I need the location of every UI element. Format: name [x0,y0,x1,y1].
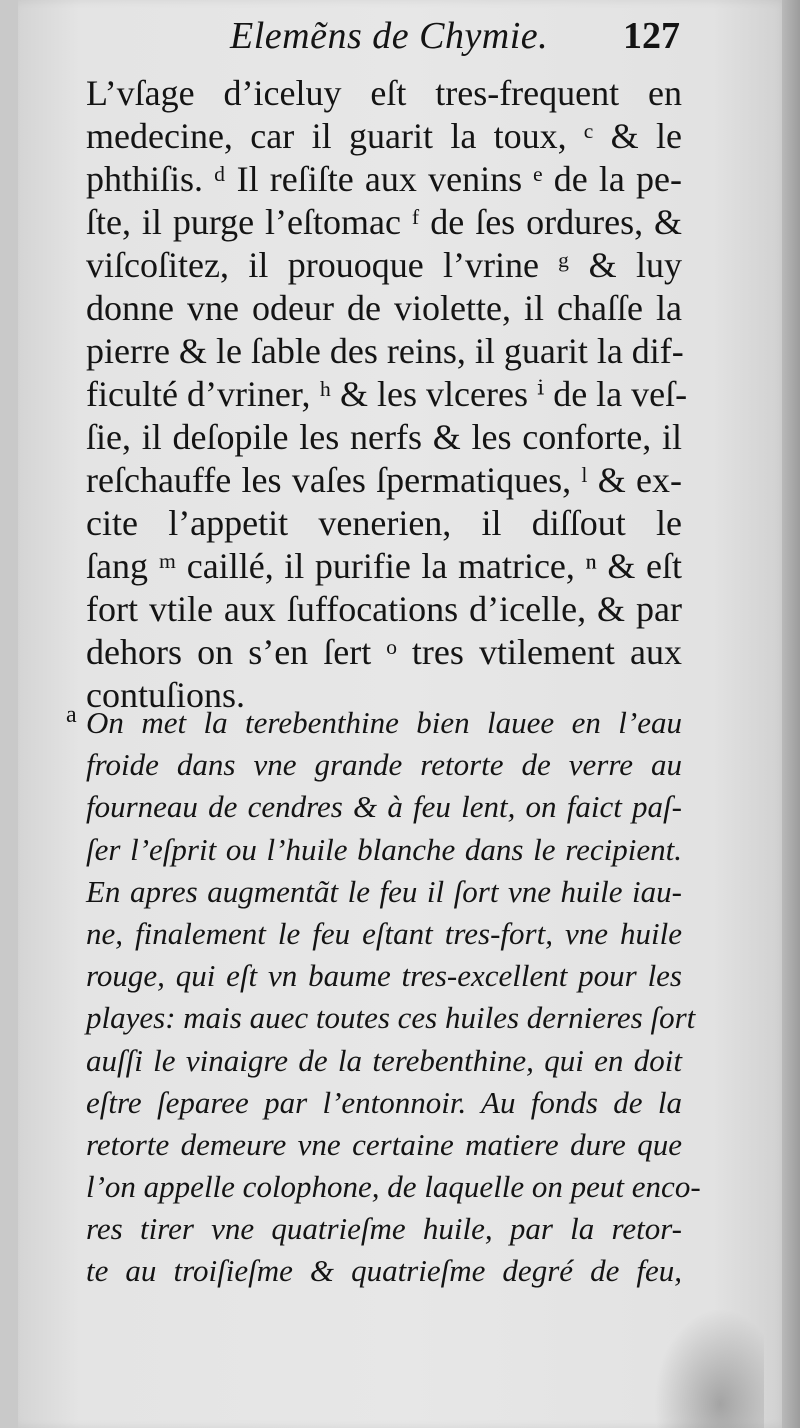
note-line: eſtre ſeparee par l’entonnoir. Au fonds de la [86,1084,682,1120]
note-line: retorte demeure vne certaine matiere dure que [86,1126,682,1162]
running-title: Elemẽns de Chymie. [230,15,549,57]
text-line: ſie, il deſopile les nerfs & les conforte, il [86,417,682,457]
note-line: playes: mais auec toutes ces huiles dernieres ſort [86,1000,696,1036]
note-line: ne, finalement le feu eſtant tres-fort, vne huile [86,915,682,951]
text-line: reſchauffe les vaſes ſpermatiques, ˡ & ex- [86,460,682,500]
note-line: froide dans vne grande retorte de verre au [86,747,682,783]
page-number: 127 [623,15,680,57]
text-line: phthiſis. ᵈ Il reſiſte aux venins ᵉ de la pe- [86,159,682,199]
note-line: fourneau de cendres & à feu lent, on faict paſ- [86,789,682,825]
text-line: dehors on s’en ſert ᵒ tres vtilement aux [86,632,682,672]
text-line: L’vſage d’iceluy eſt tres-frequent en [86,73,682,113]
note-line: rouge, qui eſt vn baume tres-excellent pour les [86,958,682,994]
text-line: contuſions. [86,675,245,715]
text-line: ſte, il purge l’eſtomac ᶠ de ſes ordures, & [86,202,682,242]
text-line: ſang ᵐ caillé, il purifie la matrice, ⁿ & eſt [86,546,682,586]
note-line: En apres augmentãt le feu il ſort vne huile iau- [86,873,682,909]
text-line: cite l’appetit venerien, il diſſout le [86,503,682,543]
main-paragraph [86,72,688,717]
text-line: ficulté d’vriner, ʰ & les vlceres ⁱ de la veſ- [86,374,688,414]
text-line: pierre & le ſable des reins, il guarit la dif- [86,331,684,371]
text-line: viſcoſitez, il prouoque l’vrine ᵍ & luy [86,245,682,285]
page-header [230,14,690,66]
text-line: medecine, car il guarit la toux, ᶜ & le [86,116,682,156]
footnote-a [66,702,701,1293]
note-line: res tirer vne quatrieſme huile, par la retor- [86,1211,682,1247]
text-line: donne vne odeur de violette, il chaſſe la [86,288,682,328]
note-line: auſſi le vinaigre de la terebenthine, qui en doit [86,1042,682,1078]
note-line: l’on appelle colophone, de laquelle on peut enco- [86,1169,701,1205]
footnote-marker: a [66,702,77,728]
note-line: ſer l’eſprit ou l’huile blanche dans le recipient. [86,831,682,867]
note-line: te au troiſieſme & quatrieſme degré de feu, [86,1253,682,1289]
note-line: On met la terebenthine bien lauee en l’eau [86,705,682,740]
page-edge [782,0,800,1428]
text-line: fort vtile aux ſuffocations d’icelle, & par [86,589,682,629]
page-stain [654,1308,764,1428]
